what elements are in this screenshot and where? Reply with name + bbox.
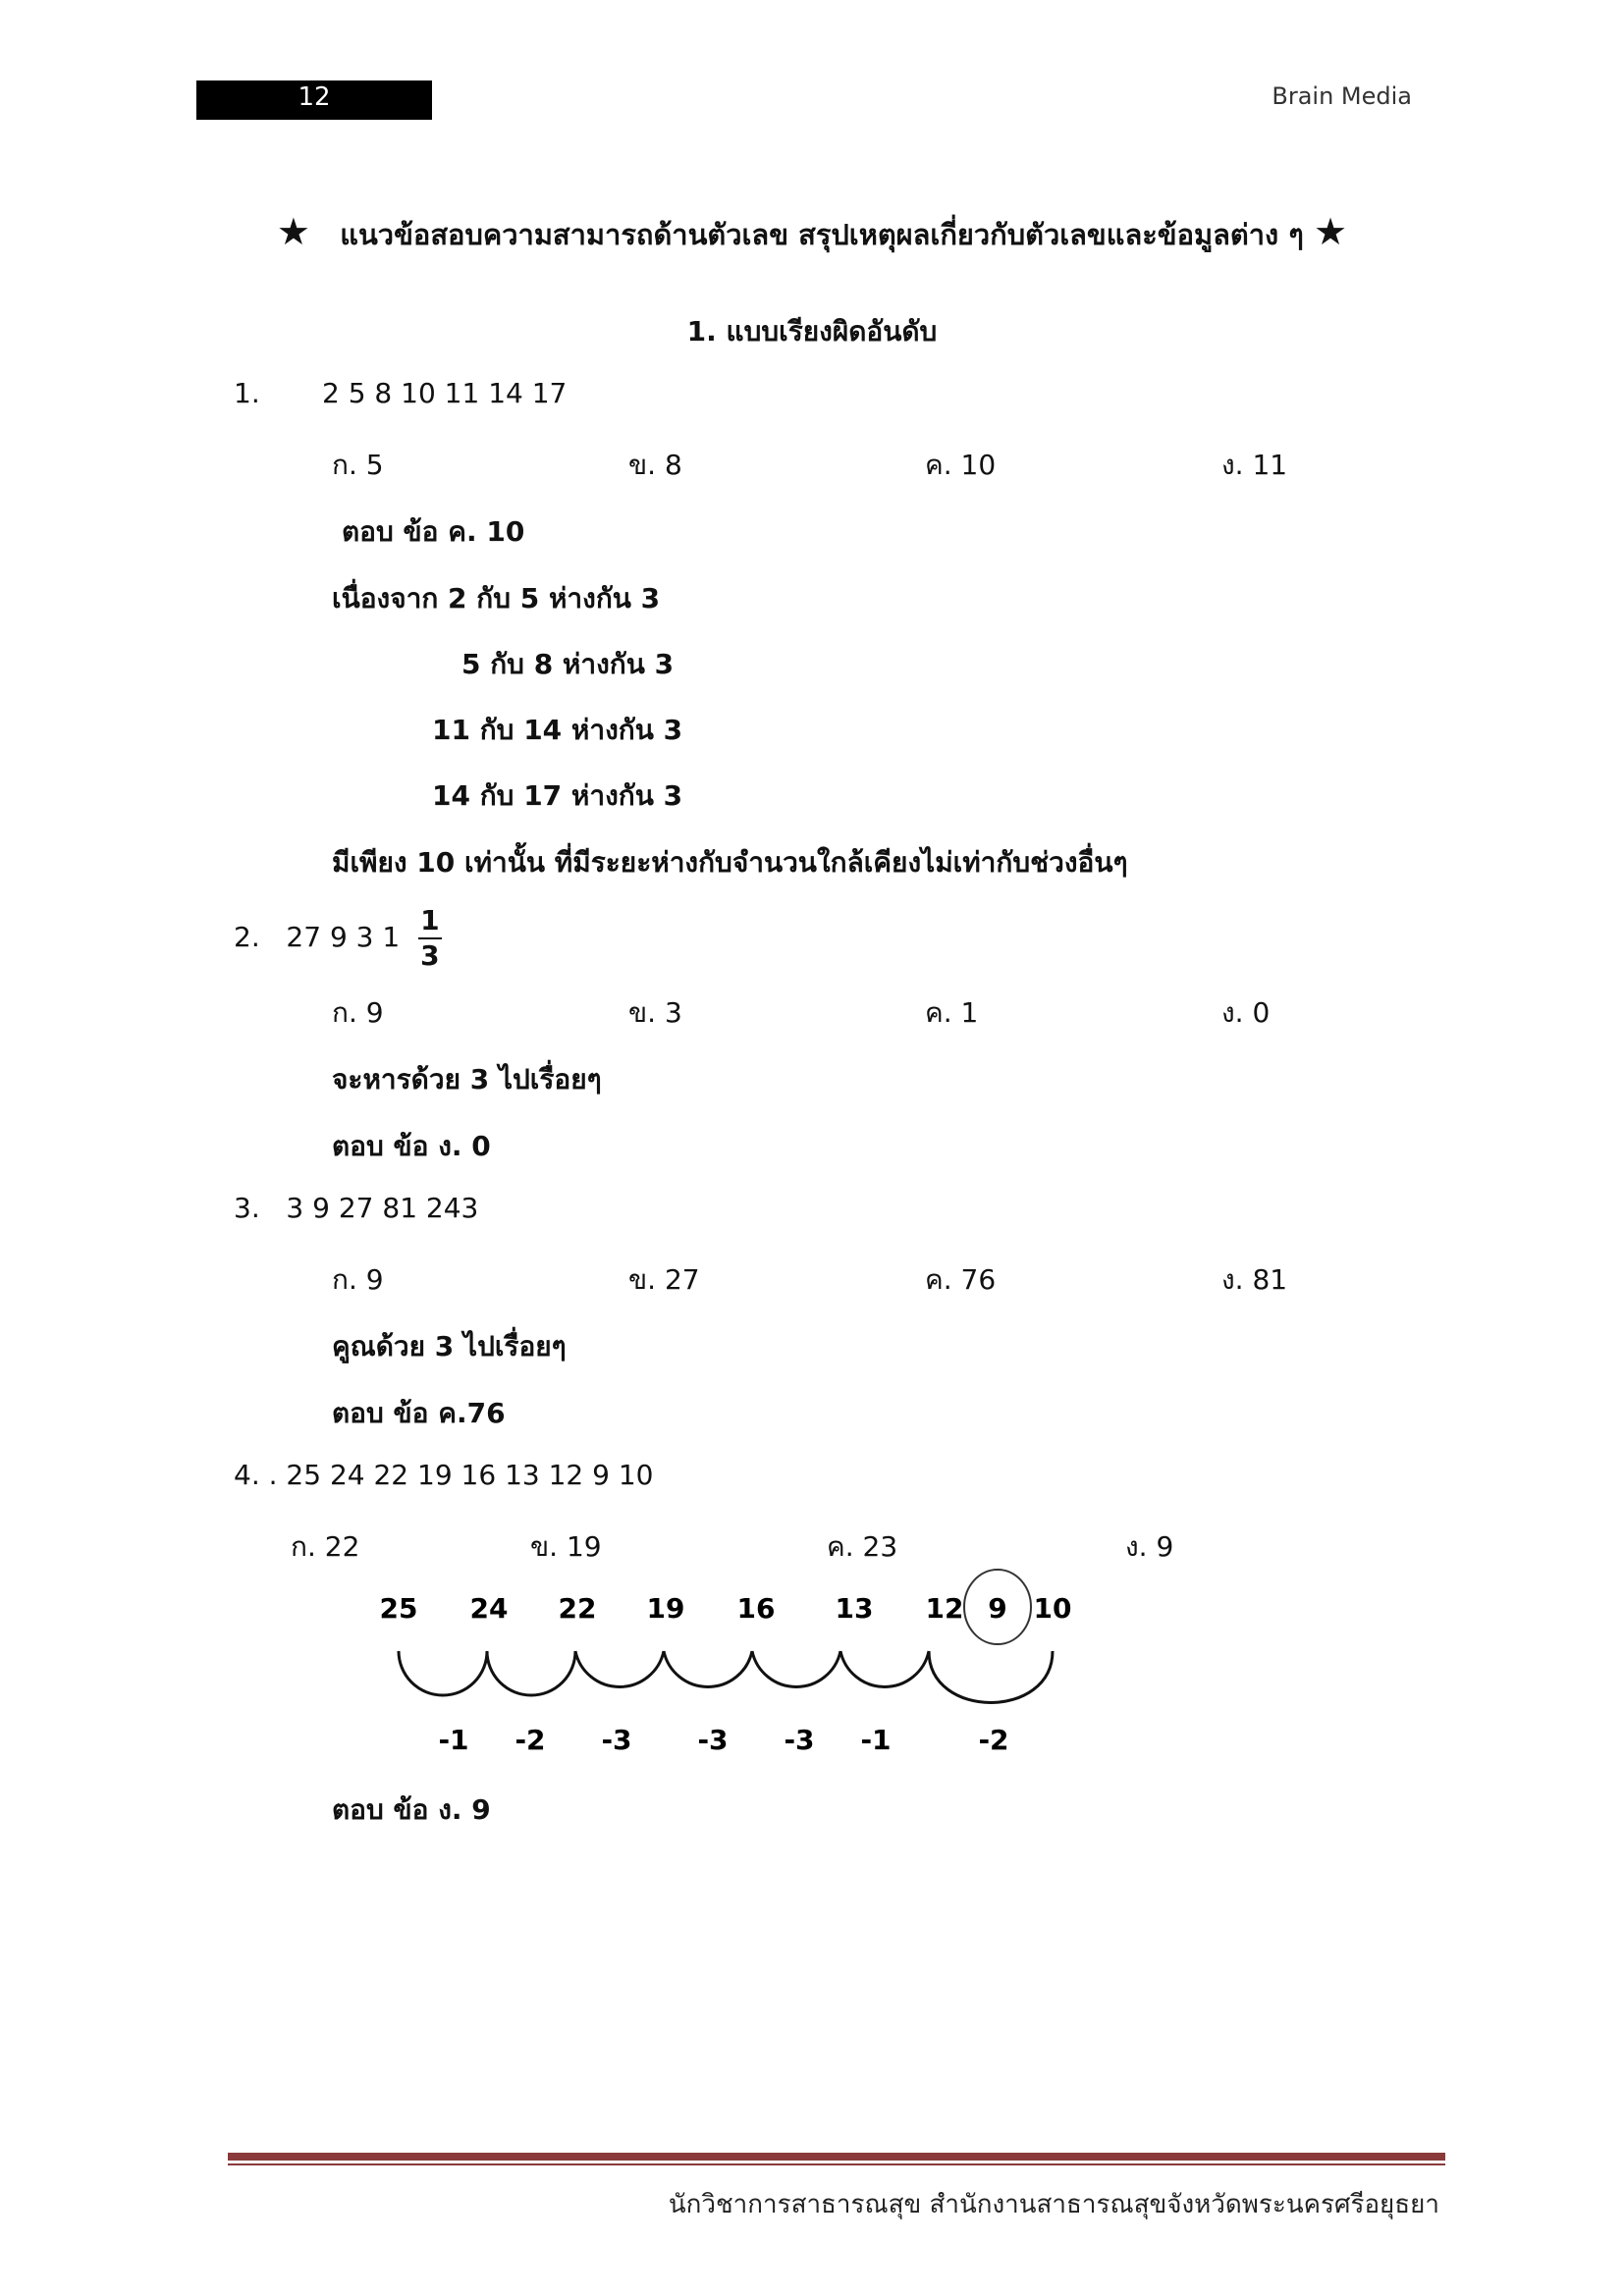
footer-text: นักวิชาการสาธารณสุข สำนักงานสาธารณสุขจังหวัดพระนครศรีอยุธยา — [668, 2190, 1439, 2219]
difference-arc — [487, 1651, 575, 1695]
diagram-difference: -1 — [860, 1724, 892, 1756]
diagram-number: 12 — [925, 1592, 964, 1625]
title-text: แนวข้อสอบความสามารถด้านตัวเลข สรุปเหตุผลเกี่ยวกับตัวเลขและข้อมูลต่าง ๆ — [340, 218, 1304, 251]
q3-number: 3. — [234, 1192, 260, 1224]
q4-sequence: 25 24 22 19 16 13 12 9 10 — [286, 1459, 654, 1491]
footer-rule — [228, 2153, 1445, 2161]
q2-choice-d: ง. 0 — [1221, 996, 1271, 1029]
diagram-number: 19 — [646, 1592, 685, 1625]
q4-number: 4. . — [234, 1459, 278, 1491]
diagram-difference: -3 — [697, 1724, 729, 1756]
q1-number: 1. — [234, 377, 260, 409]
q2-choice-b: ข. 3 — [628, 996, 682, 1029]
q4-answer: ตอบ ข้อ ง. 9 — [332, 1793, 491, 1826]
section-title: 1. แบบเรียงผิดอันดับ — [686, 315, 938, 347]
q3-explain: คูณด้วย 3 ไปเรื่อยๆ — [332, 1330, 567, 1362]
page-number: 12 — [298, 82, 331, 112]
q1-explain-line: 5 กับ 8 ห่างกัน 3 — [461, 648, 675, 680]
q1-sequence: 2 5 8 10 11 14 17 — [322, 377, 568, 409]
brand-label: Brain Media — [1272, 82, 1412, 110]
difference-arc — [399, 1651, 487, 1695]
q4-choice-c: ค. 23 — [827, 1530, 898, 1563]
q1-explain-line: 11 กับ 14 ห่างกัน 3 — [432, 714, 683, 746]
diagram-number: 22 — [558, 1592, 597, 1625]
difference-arc — [929, 1651, 1053, 1703]
q4-choice-b: ข. 19 — [530, 1530, 602, 1563]
q4-choice-d: ง. 9 — [1125, 1530, 1174, 1563]
q2-sequence: 27 9 3 1 — [286, 921, 401, 953]
difference-arc — [664, 1651, 752, 1686]
difference-arc — [575, 1651, 664, 1686]
q2-explain: จะหารด้วย 3 ไปเรื่อยๆ — [332, 1063, 602, 1095]
q1-choice-c: ค. 10 — [925, 449, 997, 481]
diagram-difference: -3 — [601, 1724, 632, 1756]
fraction-denominator: 3 — [420, 939, 440, 972]
diagram-difference: -2 — [978, 1724, 1009, 1756]
footer-rule-thin — [228, 2163, 1445, 2165]
diagram-number: 10 — [1033, 1592, 1072, 1625]
star-icon: ★ — [1314, 210, 1348, 253]
diagram-number: 16 — [736, 1592, 776, 1625]
star-icon: ★ — [276, 210, 310, 253]
fraction-numerator: 1 — [418, 904, 441, 939]
q3-choice-d: ง. 81 — [1221, 1263, 1288, 1296]
q2-answer: ตอบ ข้อ ง. 0 — [332, 1130, 491, 1162]
q1-conclusion: มีเพียง 10 เท่านั้น ที่มีระยะห่างกับจำนวนใกล้เคียงไม่เท่ากับช่วงอื่นๆ — [332, 846, 1128, 879]
q1-answer: ตอบ ข้อ ค. 10 — [342, 515, 525, 548]
q3-choice-c: ค. 76 — [925, 1263, 997, 1296]
diagram-number: 24 — [469, 1592, 509, 1625]
diagram-difference: -3 — [784, 1724, 815, 1756]
q1-choice-a: ก. 5 — [332, 449, 384, 481]
q2-choice-c: ค. 1 — [925, 996, 979, 1029]
diagram-difference: -2 — [514, 1724, 546, 1756]
q1-choice-b: ข. 8 — [628, 449, 682, 481]
q3-choice-b: ข. 27 — [628, 1263, 700, 1296]
diagram-difference: -1 — [438, 1724, 469, 1756]
q1-explain-line: เนื่องจาก 2 กับ 5 ห่างกัน 3 — [332, 582, 661, 614]
diagram-number: 9 — [988, 1592, 1007, 1625]
q2-choice-a: ก. 9 — [332, 996, 384, 1029]
q3-answer: ตอบ ข้อ ค.76 — [332, 1397, 506, 1429]
difference-arc — [840, 1651, 929, 1686]
diagram-number: 13 — [835, 1592, 874, 1625]
diagram-number: 25 — [379, 1592, 418, 1625]
q1-choice-d: ง. 11 — [1221, 449, 1288, 481]
q4-choice-a: ก. 22 — [291, 1530, 360, 1563]
difference-arc — [752, 1651, 840, 1686]
q3-choice-a: ก. 9 — [332, 1263, 384, 1296]
q2-number: 2. — [234, 921, 260, 953]
q1-explain-line: 14 กับ 17 ห่างกัน 3 — [432, 779, 683, 812]
q3-sequence: 3 9 27 81 243 — [286, 1192, 479, 1224]
